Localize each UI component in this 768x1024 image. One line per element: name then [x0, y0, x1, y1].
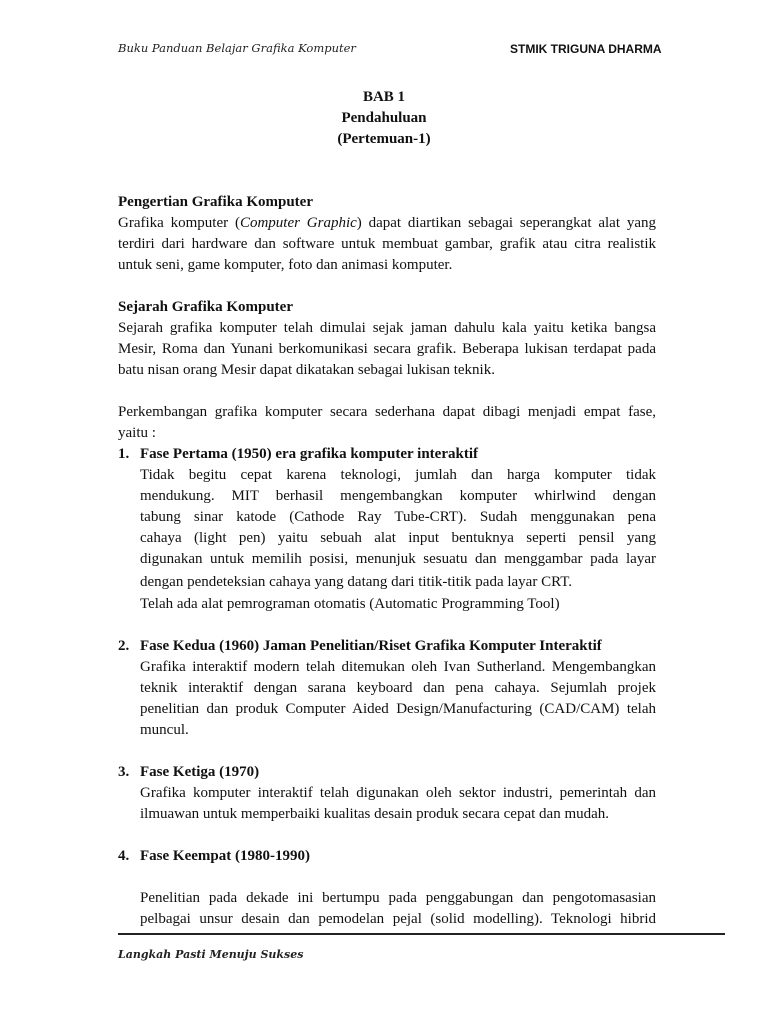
phase-line: Penelitian pada dekade ini bertumpu pada penggabungan dan pengotomasasian: [140, 890, 656, 906]
paragraph-line: yaitu :: [118, 425, 156, 441]
footer-slogan: Langkah Pasti Menuju Sukses: [118, 948, 304, 961]
phase-number: 4.: [118, 848, 130, 864]
paragraph-line: batu nisan orang Mesir dapat dikatakan sebagai lukisan teknik.: [118, 362, 495, 378]
document-body: [118, 192, 656, 930]
phase-title: Fase Ketiga (1970): [140, 764, 260, 780]
paragraph-line: Perkembangan grafika komputer secara sederhana dapat dibagi menjadi empat fase,: [118, 404, 656, 420]
chapter-title: Pendahuluan: [341, 110, 427, 126]
section-heading: Sejarah Grafika Komputer: [118, 299, 293, 315]
phase-line: Telah ada alat pemrograman otomatis (Automatic Programming Tool): [140, 596, 560, 612]
phase-line: Grafika komputer interaktif telah digunakan oleh sektor industri, pemerintah dan: [140, 785, 656, 801]
phase-title: Fase Kedua (1960) Jaman Penelitian/Riset Grafika Komputer Interaktif: [140, 638, 602, 654]
phase-title: Fase Pertama (1950) era grafika komputer interaktif: [140, 446, 478, 462]
phase-line: mendukung. MIT berhasil mengembangkan komputer whirlwind dengan: [140, 488, 656, 504]
phase-heading: [118, 444, 656, 465]
phase-line: dengan pendeteksian cahaya yang datang dari titik-titik pada layar CRT.: [140, 574, 572, 590]
footer-divider: [118, 933, 725, 935]
header-institution: STMIK TRIGUNA DHARMA: [510, 42, 662, 56]
paragraph-line: terdiri dari hardware dan software untuk membuat gambar, grafik atau citra realistik: [118, 236, 656, 252]
phase-line: digunakan untuk memilih posisi, menunjuk sesuatu dan menggambar pada layar: [140, 551, 656, 567]
paragraph-line: Mesir, Roma dan Yunani berkomunikasi secara grafik. Beberapa lukisan terdapat pada: [118, 341, 656, 357]
phase-line: ilmuawan untuk memperbaiki kualitas desain produk secara cepat dan mudah.: [140, 806, 610, 822]
phase-line: Tidak begitu cepat karena teknologi, jumlah dan harga komputer tidak: [140, 467, 656, 483]
phase-line: cahaya (light pen) yaitu sebuah alat input bentuknya seperti pensil yang: [140, 530, 656, 546]
phase-line: teknik interaktif dengan sarana keyboard dan pena cahaya. Sejumlah projek: [140, 680, 656, 696]
section-heading: Pengertian Grafika Komputer: [118, 194, 313, 210]
phase-heading: [118, 846, 656, 867]
paragraph-line: Grafika komputer (Computer Graphic) dapat diartikan sebagai seperangkat alat yang: [118, 215, 656, 231]
phase-line: muncul.: [140, 722, 189, 738]
phase-number: 1.: [118, 446, 130, 462]
meeting-label: (Pertemuan-1): [337, 131, 431, 147]
paragraph-line: untuk seni, game komputer, foto dan animasi komputer.: [118, 257, 453, 273]
header-book-title: Buku Panduan Belajar Grafika Komputer: [118, 41, 356, 55]
phase-heading: [118, 636, 656, 657]
phase-line: pelbagai unsur desain dan pemodelan pejal (solid modelling). Teknologi hibrid: [140, 911, 656, 927]
phase-title: Fase Keempat (1980-1990): [140, 848, 310, 864]
paragraph-line: Sejarah grafika komputer telah dimulai sejak jaman dahulu kala yaitu ketika bangsa: [118, 320, 656, 336]
phase-number: 3.: [118, 764, 130, 780]
phase-number: 2.: [118, 638, 130, 654]
emphasis-term: Computer Graphic: [239, 215, 357, 231]
chapter-number: BAB 1: [362, 89, 406, 105]
phase-line: penelitian dan produk Computer Aided Design/Manufacturing (CAD/CAM) telah: [140, 701, 656, 717]
phase-line: tabung sinar katode (Cathode Ray Tube-CRT). Sudah menggunakan pena: [140, 509, 656, 525]
phase-line: Grafika interaktif modern telah ditemukan oleh Ivan Sutherland. Mengembangkan: [140, 659, 656, 675]
phase-heading: [118, 762, 656, 783]
